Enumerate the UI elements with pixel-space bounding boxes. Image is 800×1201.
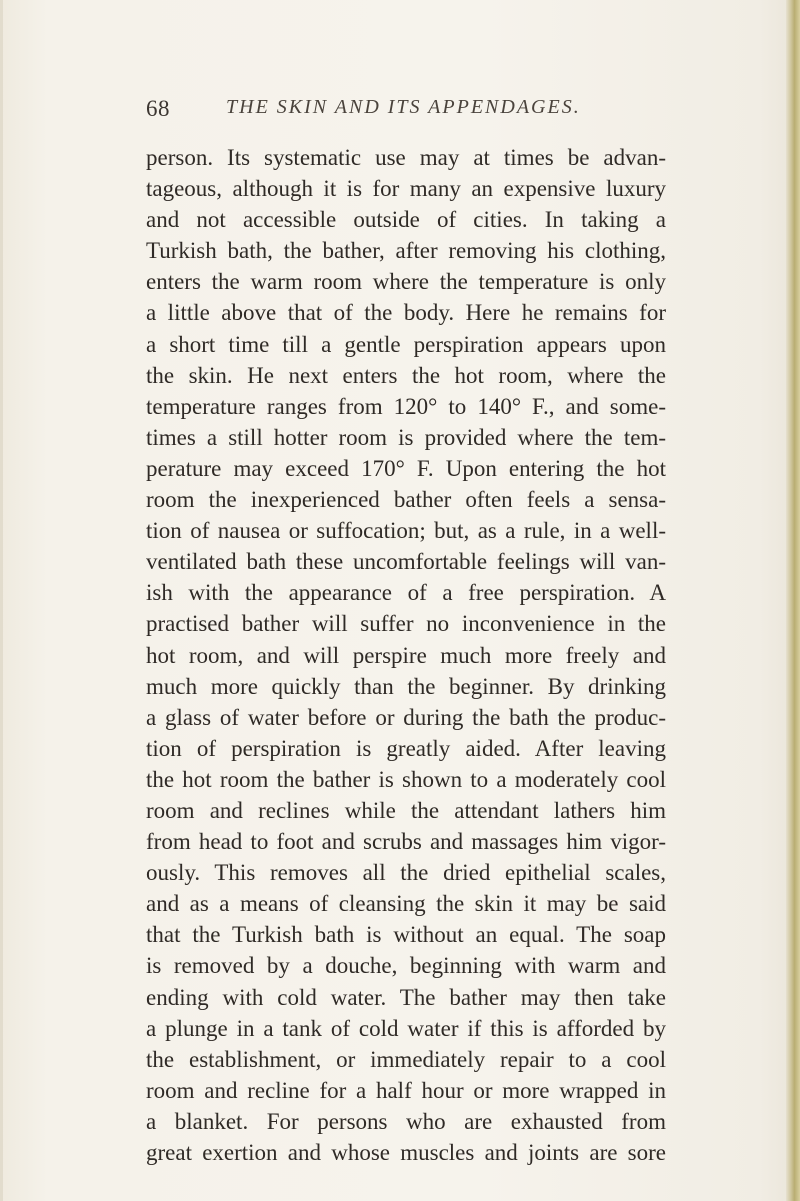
text-line: tageous, although it is for many an expensive luxury: [146, 176, 666, 202]
text-line: a blanket. For persons who are exhausted from: [146, 1108, 666, 1134]
text-line: room and recline for a half hour or more wrapped in: [146, 1077, 666, 1103]
running-head: THE SKIN AND ITS APPENDAGES.: [226, 96, 581, 118]
page-left-edge: [0, 0, 3, 1201]
text-line: ously. This removes all the dried epithelial scales,: [146, 860, 666, 886]
text-line: temperature ranges from 120° to 140° F., and some-: [146, 393, 666, 419]
text-line: room and reclines while the attendant lathers him: [146, 797, 666, 823]
text-line: a little above that of the body. Here he remains for: [146, 300, 666, 326]
text-line: Turkish bath, the bather, after removing his clothing,: [146, 238, 666, 264]
text-line: ish with the appearance of a free perspiration. A: [146, 580, 666, 606]
text-line: and as a means of cleansing the skin it may be said: [146, 891, 666, 917]
text-line: a plunge in a tank of cold water if this is afforded by: [146, 1015, 666, 1041]
text-line: the skin. He next enters the hot room, where the: [146, 362, 666, 388]
text-line: the establishment, or immediately repair to a cool: [146, 1046, 666, 1072]
text-line: and not accessible outside of cities. In taking a: [146, 207, 666, 233]
page-header: [0, 96, 800, 136]
text-line: much more quickly than the beginner. By drinking: [146, 673, 666, 699]
page-number: 68: [146, 96, 170, 121]
text-line: is removed by a douche, beginning with warm and: [146, 953, 666, 979]
text-line: great exertion and whose muscles and joints are sore: [146, 1140, 666, 1165]
body-text: [146, 142, 666, 1168]
text-line: that the Turkish bath is without an equal. The soap: [146, 922, 666, 948]
text-line: practised bather will suffer no inconvenience in the: [146, 611, 666, 637]
text-line: a glass of water before or during the bath the produc-: [146, 704, 666, 730]
text-line: ending with cold water. The bather may then take: [146, 984, 666, 1010]
page-scan-edge: [786, 0, 800, 1201]
text-line: the hot room the bather is shown to a moderately cool: [146, 766, 666, 792]
text-line: room the inexperienced bather often feels a sensa-: [146, 487, 666, 513]
text-line: times a still hotter room is provided where the tem-: [146, 424, 666, 450]
text-line: enters the warm room where the temperature is only: [146, 269, 666, 295]
text-line: tion of perspiration is greatly aided. After leaving: [146, 735, 666, 761]
text-line: perature may exceed 170° F. Upon entering the hot: [146, 455, 666, 481]
text-line: a short time till a gentle perspiration appears upon: [146, 331, 666, 357]
text-line: person. Its systematic use may at times be advan-: [146, 145, 666, 170]
text-line: ventilated bath these uncomfortable feelings will van-: [146, 549, 666, 575]
text-line: hot room, and will perspire much more freely and: [146, 642, 666, 668]
text-line: tion of nausea or suffocation; but, as a rule, in a well-: [146, 518, 666, 544]
text-line: from head to foot and scrubs and massages him vigor-: [146, 829, 666, 855]
